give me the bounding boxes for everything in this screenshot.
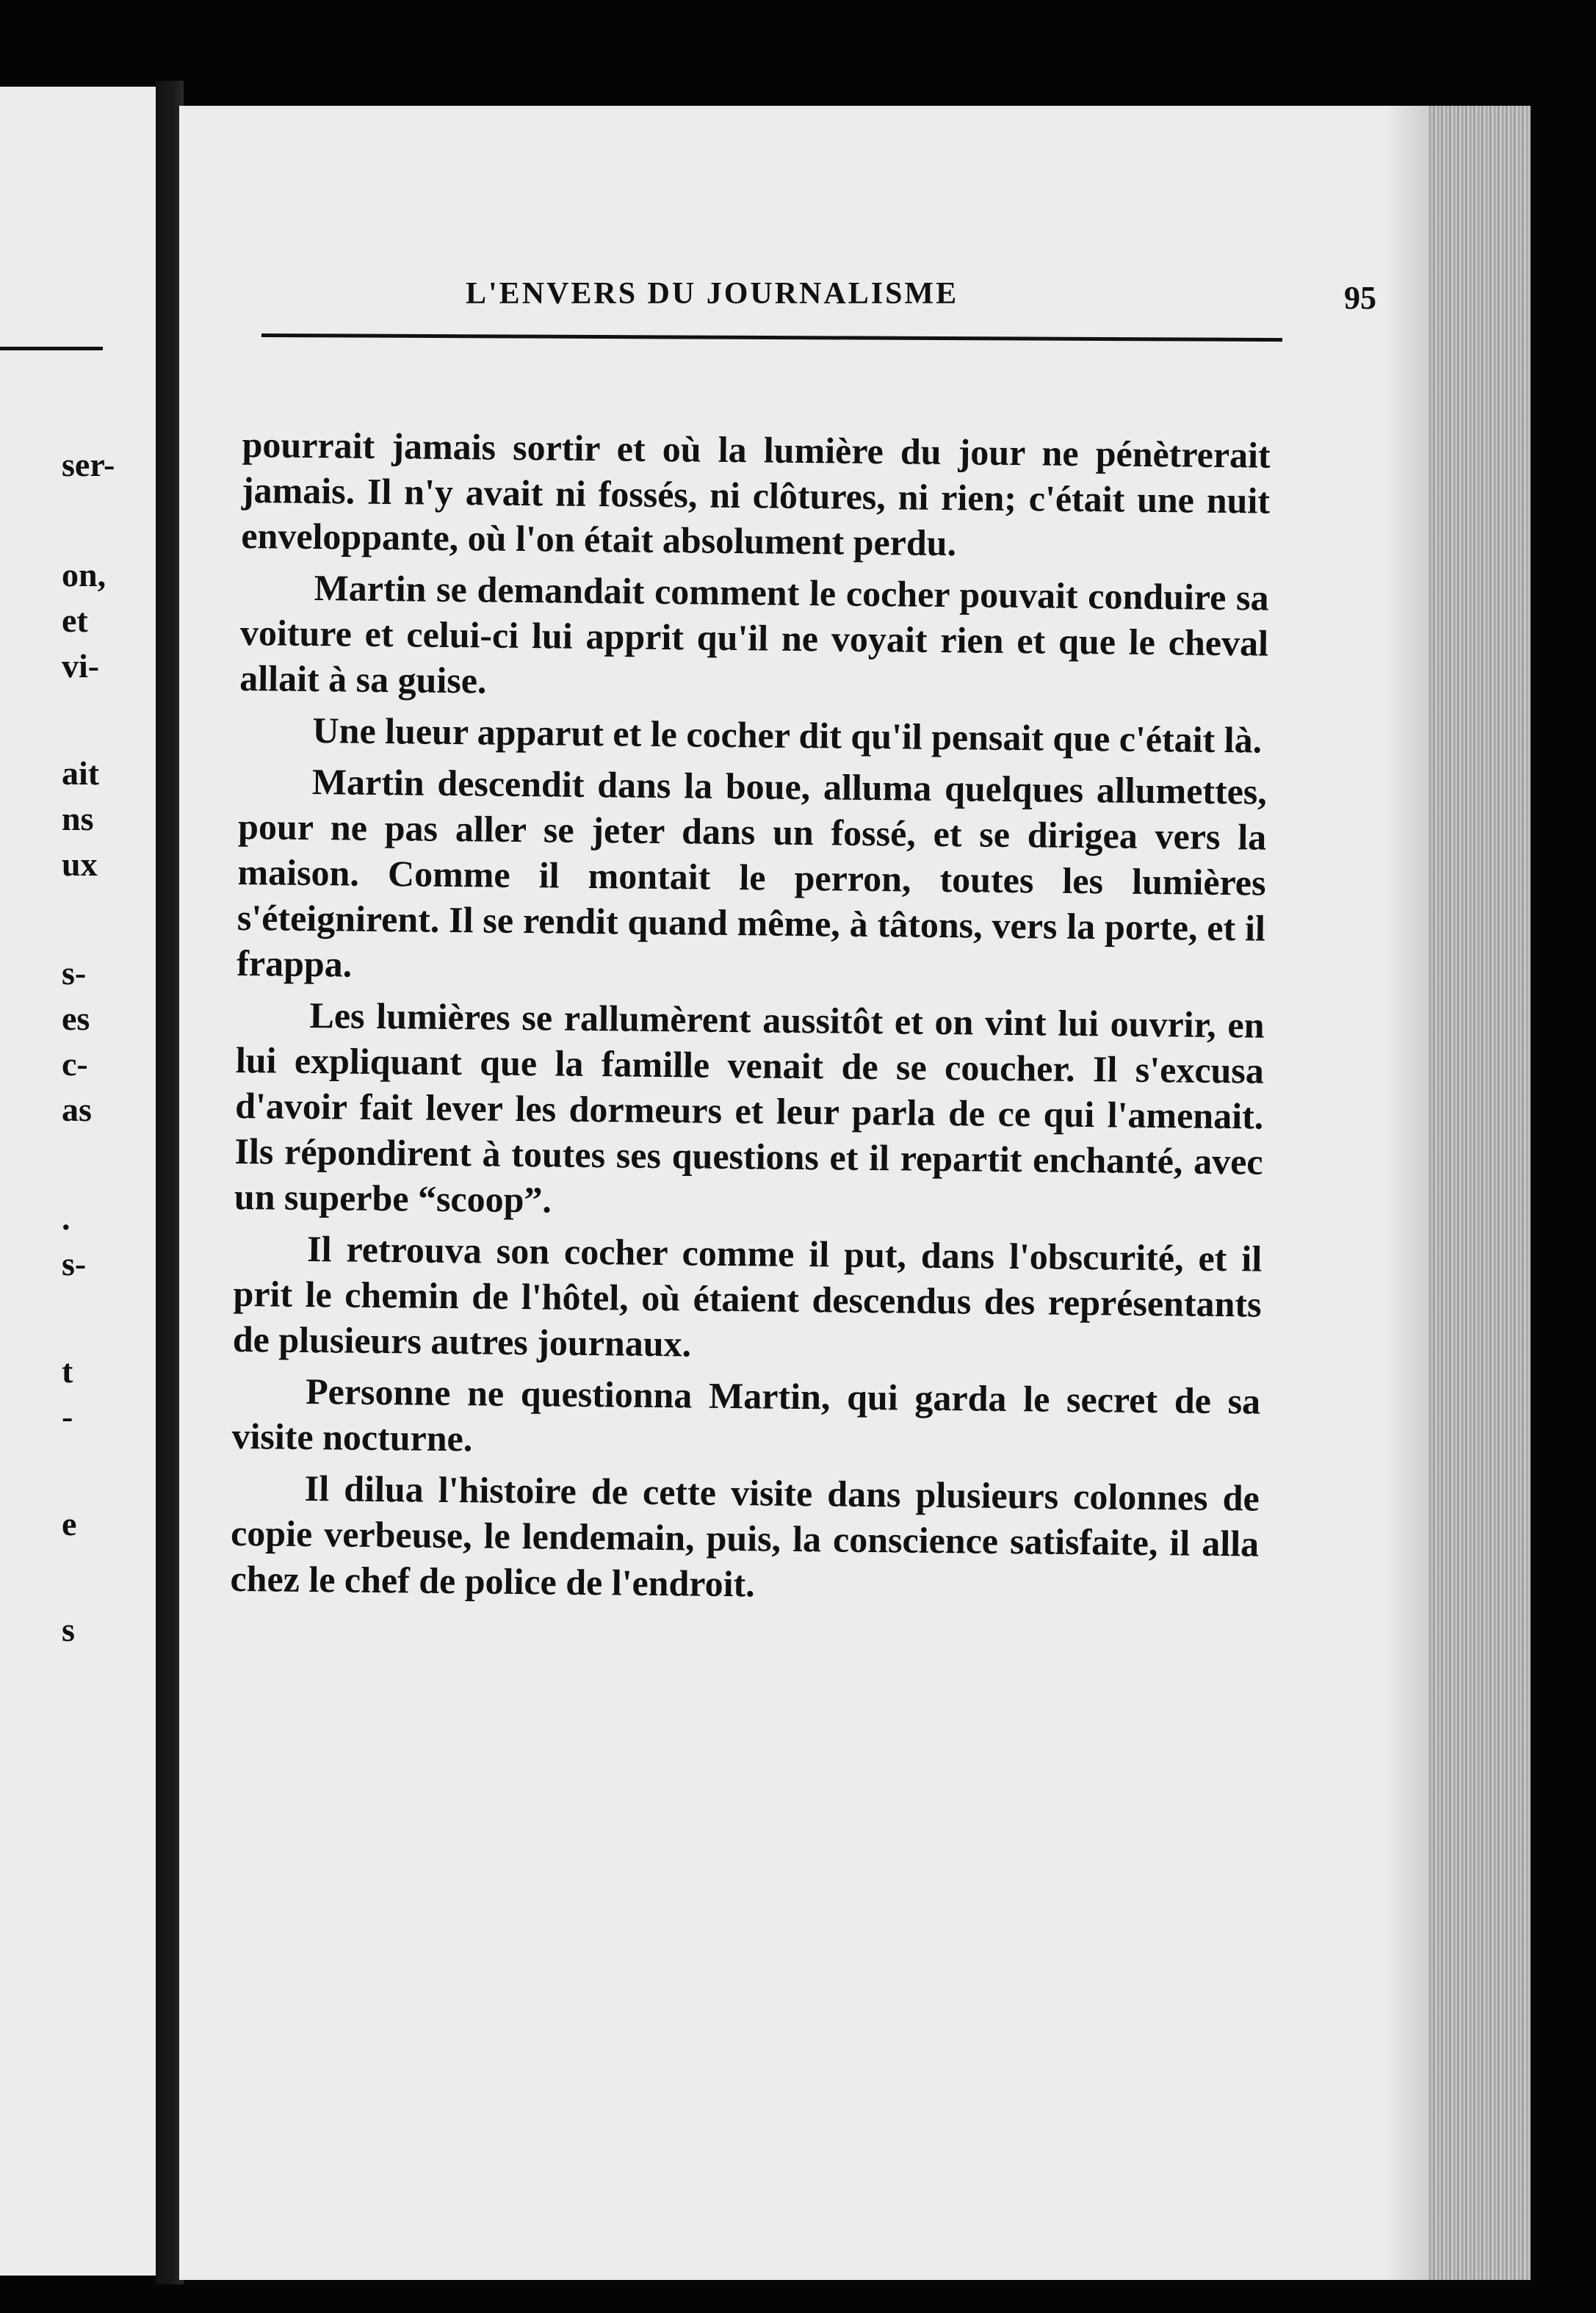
- left-page-fragment: ux: [62, 845, 98, 883]
- paragraph: Martin descendit dans la boue, alluma quelques allumettes, pour ne pas aller se jeter dans un fossé, et se dirigea vers la maison. Comme il montait le perron, toutes les lumières s'éteignirent. Il se rendit quand même, à tâtons, vers la porte, et il frappa.: [236, 761, 1268, 985]
- paragraph: Les lumières se rallumèrent aussitôt et on vint lui ouvrir, en lui expliquant que la famille venait de se coucher. Il s'excusa d'avoir fait lever les dormeurs et leur parla de ce qui l'amenait. Ils répondirent à toutes ses questions et il repartit enchanté, avec un superbe “scoop”.: [234, 995, 1265, 1221]
- book-page: [179, 106, 1531, 2280]
- left-page-fragment: on,: [62, 556, 106, 593]
- paragraph: Martin se demandait comment le cocher pouvait conduire sa voiture et celui-ci lui apprit qu'il ne voyait rien et que le cheval allait à sa guise.: [239, 567, 1269, 701]
- left-page-header-rule: [0, 347, 103, 350]
- left-facing-page: [0, 87, 156, 2276]
- header-rule: [261, 333, 1282, 342]
- paragraph: Il dilua l'histoire de cette visite dans plusieurs colonnes de copie verbeuse, le lendemain, puis, la conscience satisfaite, il alla chez le chef de police de l'endroit.: [230, 1467, 1260, 1605]
- left-page-fragment: et: [62, 602, 88, 639]
- left-page-fragment: ser-: [62, 446, 115, 483]
- paragraph: Personne ne questionna Martin, qui garda le secret de sa visite nocturne.: [231, 1370, 1261, 1459]
- left-page-fragment: ait: [62, 754, 100, 792]
- paragraph: Il retrouva son cocher comme il put, dans l'obscurité, et il prit le chemin de l'hôtel, où étaient descendus des représentants de plusieurs autres journaux.: [232, 1227, 1263, 1365]
- left-page-fragment: s-: [62, 954, 87, 992]
- left-page-fragment: s: [62, 1611, 75, 1648]
- body-text: [230, 422, 1271, 1618]
- page-number: 95: [1344, 280, 1376, 316]
- page-header: [260, 276, 1376, 328]
- paragraph: pourrait jamais sortir et où la lumière du jour ne pénètrerait jamais. Il n'y avait ni fossés, ni clôtures, ni rien; c'était une nuit enveloppante, où l'on était absolument perdu.: [241, 423, 1271, 564]
- left-page-fragment: as: [62, 1091, 92, 1128]
- left-page-fragment: vi-: [62, 647, 100, 685]
- left-page-fragment: s-: [62, 1245, 87, 1282]
- left-page-fragment: ns: [62, 800, 94, 837]
- running-title: L'ENVERS DU JOURNALISME: [466, 277, 959, 311]
- left-page-fragment: t: [62, 1352, 73, 1390]
- left-page-fragment: .: [62, 1199, 71, 1237]
- left-page-fragment: es: [62, 1000, 90, 1037]
- left-page-fragment: e: [62, 1505, 77, 1542]
- page-edge-shade: [1384, 106, 1428, 2280]
- left-page-fragment: c-: [62, 1045, 88, 1083]
- paragraph: Une lueur apparut et le cocher dit qu'il pensait que c'était là.: [312, 710, 1263, 761]
- page-edges-stack: [1428, 106, 1531, 2280]
- left-page-fragment: -: [62, 1398, 73, 1435]
